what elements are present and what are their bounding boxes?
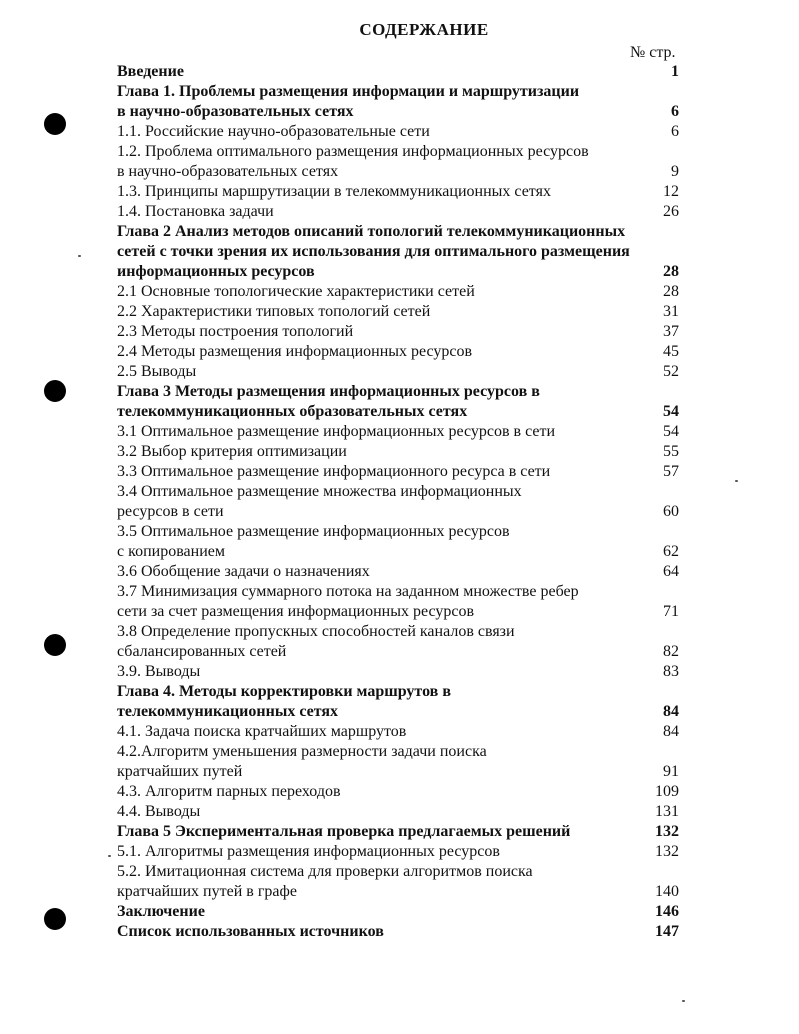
toc-line [117,382,679,402]
punch-hole-icon [44,380,66,402]
toc-page-number: 12 [663,183,679,200]
toc-entry-text: Список использованных источников [117,923,384,940]
toc-entry-text: Глава 5 Экспериментальная проверка предлагаемых решений [117,823,571,840]
toc-entry-text: 2.4 Методы размещения информационных ресурсов [117,343,473,360]
toc-page-number: 6 [671,103,679,120]
toc-entry-text: Введение [117,63,184,80]
toc-page-number: 132 [655,843,679,860]
toc-page-number: 54 [663,423,679,440]
toc-entry-text: Глава 3 Методы размещения информационных ресурсов в [117,383,540,400]
toc-entry-text: 4.4. Выводы [117,803,201,820]
toc-line [117,342,679,362]
toc-line [117,842,679,862]
toc-line [117,362,679,382]
toc-entry-text: 5.2. Имитационная система для проверки алгоритмов поиска [117,863,533,880]
toc-line [117,222,679,242]
toc-page-number: 31 [663,303,679,320]
toc-page-number: 62 [663,543,679,560]
scan-speck-icon [735,480,738,482]
toc-line [117,102,679,122]
toc-line [117,122,679,142]
toc-page-number: 84 [663,723,679,740]
toc-entry-text: 3.2 Выбор критерия оптимизации [117,443,347,460]
toc-entry-text: в научно-образовательных сетях [117,103,354,120]
toc-entry-text: Глава 4. Методы корректировки маршрутов в [117,683,451,700]
toc-entry-text: 1.2. Проблема оптимального размещения информационных ресурсов [117,143,589,160]
toc-entry-text: Заключение [117,903,205,920]
punch-hole-icon [44,113,66,135]
toc-line [117,302,679,322]
toc-line [117,562,679,582]
page-number-header: № стр. [630,44,676,61]
toc-line [117,742,679,762]
toc-page-number: 71 [663,603,679,620]
toc-line [117,682,679,702]
toc-page-number: 52 [663,363,679,380]
toc-page-number: 9 [671,163,679,180]
toc-page-number: 6 [671,123,679,140]
toc-entry-text: 3.8 Определение пропускных способностей каналов связи [117,623,515,640]
toc-entry-text: 4.1. Задача поиска кратчайших маршрутов [117,723,407,740]
toc-entry-text: 3.9. Выводы [117,663,201,680]
toc-entry-text: сетей с точки зрения их использования для оптимального размещения [117,243,630,260]
toc-entry-text: 3.5 Оптимальное размещение информационных ресурсов [117,523,510,540]
toc-entry-text: 3.1 Оптимальное размещение информационных ресурсов в сети [117,423,556,440]
toc-line [117,542,679,562]
toc-page-number: 55 [663,443,679,460]
toc-line [117,662,679,682]
scan-speck-icon [682,1000,685,1002]
toc-page-number: 28 [663,263,679,280]
toc-line [117,802,679,822]
toc-line [117,702,679,722]
punch-hole-icon [44,634,66,656]
toc-page-number: 28 [663,283,679,300]
toc-line [117,182,679,202]
toc-entry-text: 1.4. Постановка задачи [117,203,274,220]
toc-line [117,642,679,662]
toc-entry-text: 2.1 Основные топологические характеристики сетей [117,283,475,300]
toc-entry-text: кратчайших путей в графе [117,883,297,900]
toc-entry-text: ресурсов в сети [117,503,224,520]
scan-speck-icon [78,255,81,257]
toc-page-number: 146 [655,903,679,920]
toc-page-number: 45 [663,343,679,360]
toc-line [117,862,679,882]
toc-page-number: 84 [663,703,679,720]
toc-page-number: 140 [655,883,679,900]
toc-page-number: 1 [671,63,679,80]
toc-entry-text: 4.2.Алгоритм уменьшения размерности задачи поиска [117,743,487,760]
toc-line [117,262,679,282]
toc-entry-text: с копированием [117,543,225,560]
toc-line [117,282,679,302]
toc-line [117,162,679,182]
toc-page-number: 64 [663,563,679,580]
toc-page-number: 60 [663,503,679,520]
toc-page-number: 57 [663,463,679,480]
toc-entry-text: телекоммуникационных образовательных сетях [117,403,468,420]
toc-entry-text: в научно-образовательных сетях [117,163,339,180]
toc-entry-text: 3.6 Обобщение задачи о назначениях [117,563,370,580]
toc-entry-text: Глава 1. Проблемы размещения информации и маршрутизации [117,83,580,100]
toc-line [117,782,679,802]
toc-line [117,402,679,422]
toc-entry-text: 4.3. Алгоритм парных переходов [117,783,341,800]
toc-page-number: 147 [655,923,679,940]
toc-page-number: 82 [663,643,679,660]
toc-entry-text: информационных ресурсов [117,263,315,280]
toc-page-number: 83 [663,663,679,680]
table-of-contents [117,62,679,942]
toc-entry-text: 2.5 Выводы [117,363,197,380]
toc-line [117,762,679,782]
toc-line [117,902,679,922]
toc-entry-text: 3.7 Минимизация суммарного потока на заданном множестве ребер [117,583,579,600]
toc-entry-text: 2.2 Характеристики типовых топологий сетей [117,303,431,320]
toc-page-number: 26 [663,203,679,220]
toc-line [117,922,679,942]
toc-page-number: 54 [663,403,679,420]
toc-entry-text: 5.1. Алгоритмы размещения информационных ресурсов [117,843,500,860]
toc-entry-text: телекоммуникационных сетях [117,703,339,720]
punch-hole-icon [44,908,66,930]
toc-line [117,422,679,442]
toc-entry-text: сбалансированных сетей [117,643,287,660]
toc-line [117,82,679,102]
toc-entry-text: сети за счет размещения информационных ресурсов [117,603,475,620]
toc-line [117,722,679,742]
toc-page-number: 131 [655,803,679,820]
toc-line [117,202,679,222]
page-title: СОДЕРЖАНИЕ [359,20,489,39]
toc-line [117,622,679,642]
toc-line [117,502,679,522]
toc-line [117,62,679,82]
toc-line [117,322,679,342]
toc-line [117,242,679,262]
toc-line [117,462,679,482]
toc-line [117,142,679,162]
toc-page-number: 132 [655,823,679,840]
toc-line [117,882,679,902]
toc-entry-text: 3.3 Оптимальное размещение информационного ресурса в сети [117,463,551,480]
scan-speck-icon [108,855,111,857]
toc-entry-text: 2.3 Методы построения топологий [117,323,354,340]
toc-line [117,442,679,462]
toc-line [117,482,679,502]
toc-line [117,602,679,622]
toc-line [117,522,679,542]
toc-entry-text: кратчайших путей [117,763,243,780]
toc-entry-text: 1.3. Принципы маршрутизации в телекоммуникационных сетях [117,183,551,200]
toc-page-number: 109 [655,783,679,800]
toc-entry-text: Глава 2 Анализ методов описаний топологий телекоммуникационных [117,223,626,240]
toc-entry-text: 3.4 Оптимальное размещение множества информационных [117,483,522,500]
toc-page-number: 37 [663,323,679,340]
toc-entry-text: 1.1. Российские научно-образовательные сети [117,123,430,140]
toc-line [117,822,679,842]
toc-line [117,582,679,602]
toc-page-number: 91 [663,763,679,780]
